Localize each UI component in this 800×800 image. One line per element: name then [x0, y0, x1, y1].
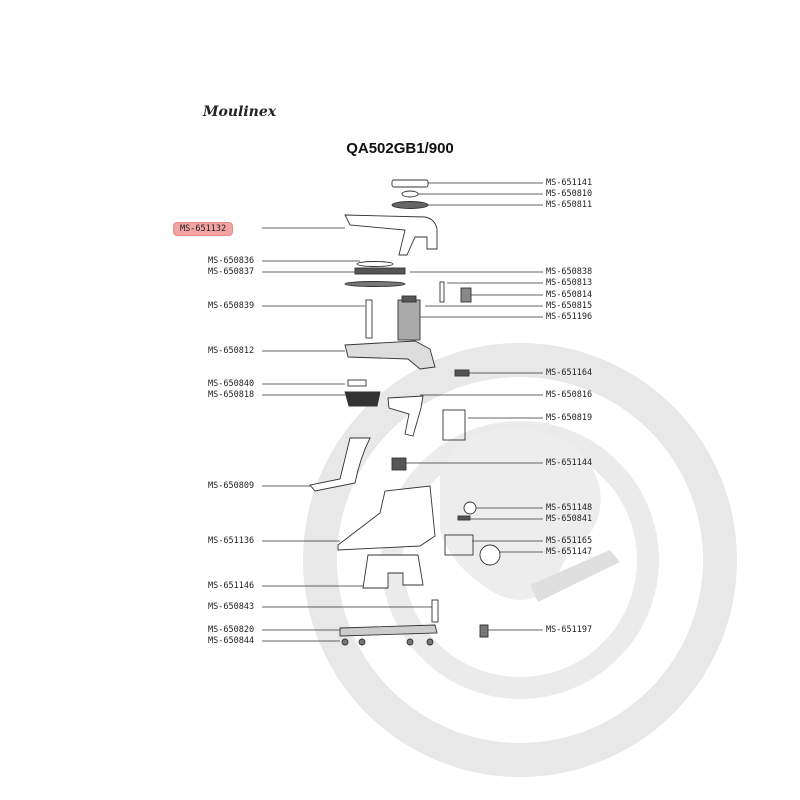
- part-650840-ring: [348, 380, 366, 386]
- part-651164-key: [455, 370, 469, 376]
- part-650818-bowl-drive: [345, 392, 380, 406]
- part-label[interactable]: MS-650820: [208, 625, 255, 635]
- part-label[interactable]: MS-650838: [546, 267, 593, 277]
- part-651144-latch: [392, 458, 406, 470]
- part-label[interactable]: MS-650815: [546, 301, 593, 311]
- part-650813-pin: [440, 282, 444, 302]
- part-651141-cap: [392, 180, 428, 187]
- part-label[interactable]: MS-650837: [208, 267, 255, 277]
- part-label[interactable]: MS-651148: [546, 503, 593, 513]
- part-label[interactable]: MS-651165: [546, 536, 593, 546]
- part-651148-knob: [464, 502, 476, 514]
- part-label-highlighted[interactable]: MS-651132: [173, 222, 233, 236]
- part-label[interactable]: MS-651146: [208, 581, 255, 591]
- part-651147-dial: [480, 545, 500, 565]
- part-651136-body: [338, 486, 435, 550]
- part-label[interactable]: MS-650811: [546, 200, 593, 210]
- part-650837-gear: [355, 268, 405, 274]
- part-label[interactable]: MS-650809: [208, 481, 255, 491]
- part-label[interactable]: MS-650836: [208, 256, 255, 266]
- part-label[interactable]: MS-650841: [546, 514, 593, 524]
- part-label[interactable]: MS-650818: [208, 390, 255, 400]
- model-number: QA502GB1/900: [346, 140, 454, 157]
- part-650836-gasket: [357, 262, 393, 267]
- part-651132-head-cover: [345, 215, 437, 255]
- part-650841-spring: [458, 516, 470, 520]
- part-label[interactable]: MS-650816: [546, 390, 593, 400]
- part-label[interactable]: MS-651196: [546, 312, 593, 322]
- part-label[interactable]: MS-650840: [208, 379, 255, 389]
- part-label[interactable]: MS-650813: [546, 278, 593, 288]
- part-label[interactable]: MS-651141: [546, 178, 593, 188]
- part-label[interactable]: MS-651147: [546, 547, 593, 557]
- part-label[interactable]: MS-651144: [546, 458, 593, 468]
- brand-logo: Moulinex: [203, 104, 277, 120]
- part-label[interactable]: MS-650844: [208, 636, 255, 646]
- part-label[interactable]: MS-651136: [208, 536, 255, 546]
- part-650843-bar: [432, 600, 438, 622]
- part-650810-ring: [402, 191, 418, 197]
- part-650839-shaft: [366, 300, 372, 338]
- part-650812-housing: [345, 341, 435, 369]
- part-label[interactable]: MS-650843: [208, 602, 255, 612]
- part-label[interactable]: MS-650810: [546, 189, 593, 199]
- part-label[interactable]: MS-650839: [208, 301, 255, 311]
- part-650811-disc: [392, 202, 428, 209]
- part-label[interactable]: MS-651164: [546, 368, 593, 378]
- part-650815-motor: [398, 300, 420, 340]
- part-label[interactable]: MS-650814: [546, 290, 593, 300]
- part-label[interactable]: MS-650812: [208, 346, 255, 356]
- part-650814-switch: [461, 288, 471, 302]
- part-651197-cable: [480, 625, 488, 637]
- part-label[interactable]: MS-651197: [546, 625, 593, 635]
- part-label[interactable]: MS-650819: [546, 413, 593, 423]
